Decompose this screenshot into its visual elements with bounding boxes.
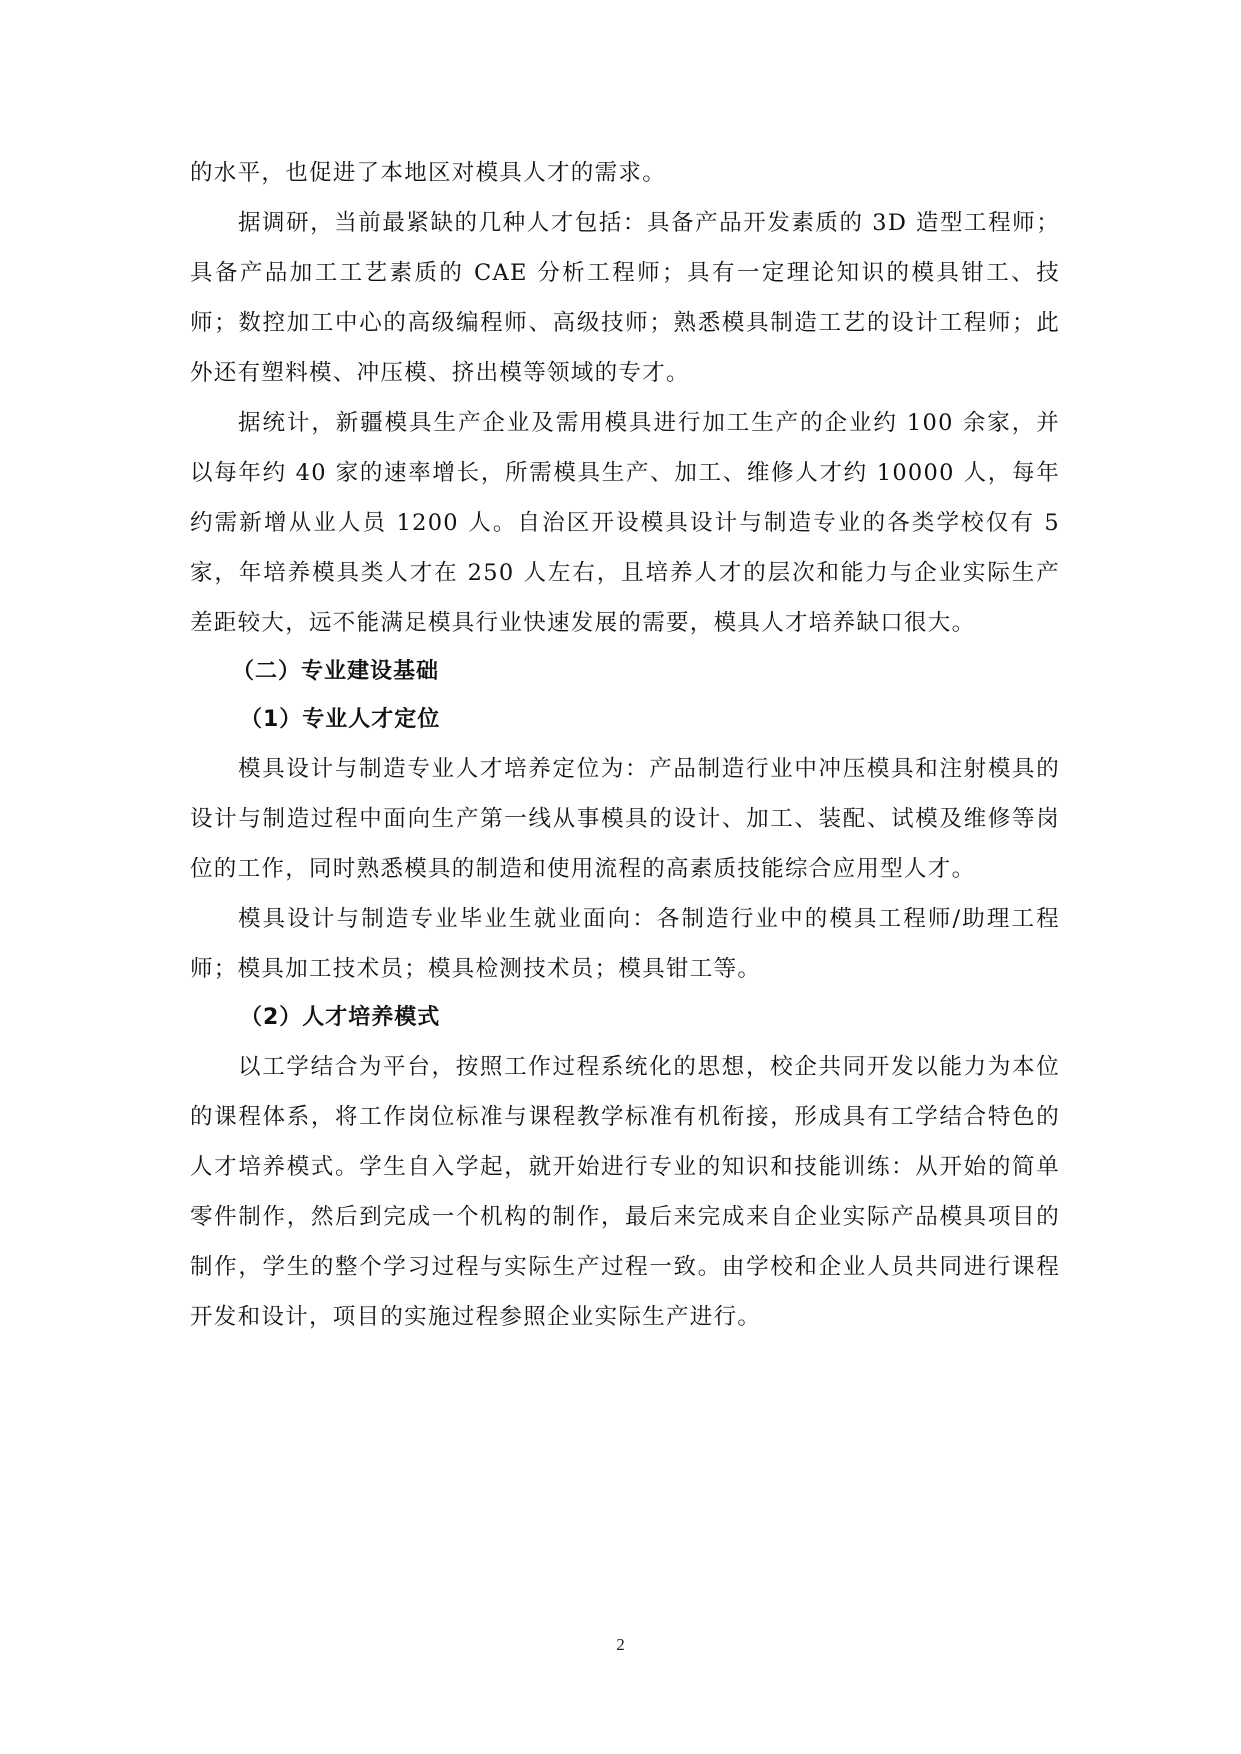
subsection-heading-training-mode: （2）人才培养模式	[240, 1005, 441, 1030]
paragraph-continued: 的水平，也促进了本地区对模具人才的需求。	[190, 160, 667, 186]
section-heading-foundation: （二）专业建设基础	[232, 659, 440, 684]
paragraph-talent-shortage: 据调研，当前最紧缺的几种人才包括：具备产品开发素质的 3D 造型工程师；具备产品加工工艺素质的 CAE 分析工程师；具有一定理论知识的模具钳工、技师；数控加工中心的高级编程师、高级技师；熟悉模具制造工艺的设计工程师；此外还有塑料模、冲压模、挤出模等领域的专才。	[190, 210, 1060, 386]
page-body	[190, 148, 1060, 1342]
paragraph-positioning: 模具设计与制造专业人才培养定位为：产品制造行业中冲压模具和注射模具的设计与制造过程中面向生产第一线从事模具的设计、加工、装配、试模及维修等岗位的工作，同时熟悉模具的制造和使用流程的高素质技能综合应用型人才。	[190, 756, 1060, 882]
paragraph-statistics: 据统计，新疆模具生产企业及需用模具进行加工生产的企业约 100 余家，并以每年约 40 家的速率增长，所需模具生产、加工、维修人才约 10000 人，每年约需新增从业人员 1200 人。自治区开设模具设计与制造专业的各类学校仅有 5 家，年培养模具类人才在 250 人左右，且培养人才的层次和能力与企业实际生产差距较大，远不能满足模具行业快速发展的需要，模具人才培养缺口很大。	[190, 410, 1060, 636]
paragraph-training-mode: 以工学结合为平台，按照工作过程系统化的思想，校企共同开发以能力为本位的课程体系，将工作岗位标准与课程教学标准有机衔接，形成具有工学结合特色的人才培养模式。学生自入学起，就开始进行专业的知识和技能训练：从开始的简单零件制作，然后到完成一个机构的制作，最后来完成来自企业实际产品模具项目的制作，学生的整个学习过程与实际生产过程一致。由学校和企业人员共同进行课程开发和设计，项目的实施过程参照企业实际生产进行。	[190, 1054, 1060, 1330]
subsection-heading-positioning: （1）专业人才定位	[240, 707, 441, 732]
page-number: 2	[616, 1635, 625, 1654]
paragraph-employment: 模具设计与制造专业毕业生就业面向：各制造行业中的模具工程师/助理工程师；模具加工技术员；模具检测技术员；模具钳工等。	[190, 906, 1060, 982]
